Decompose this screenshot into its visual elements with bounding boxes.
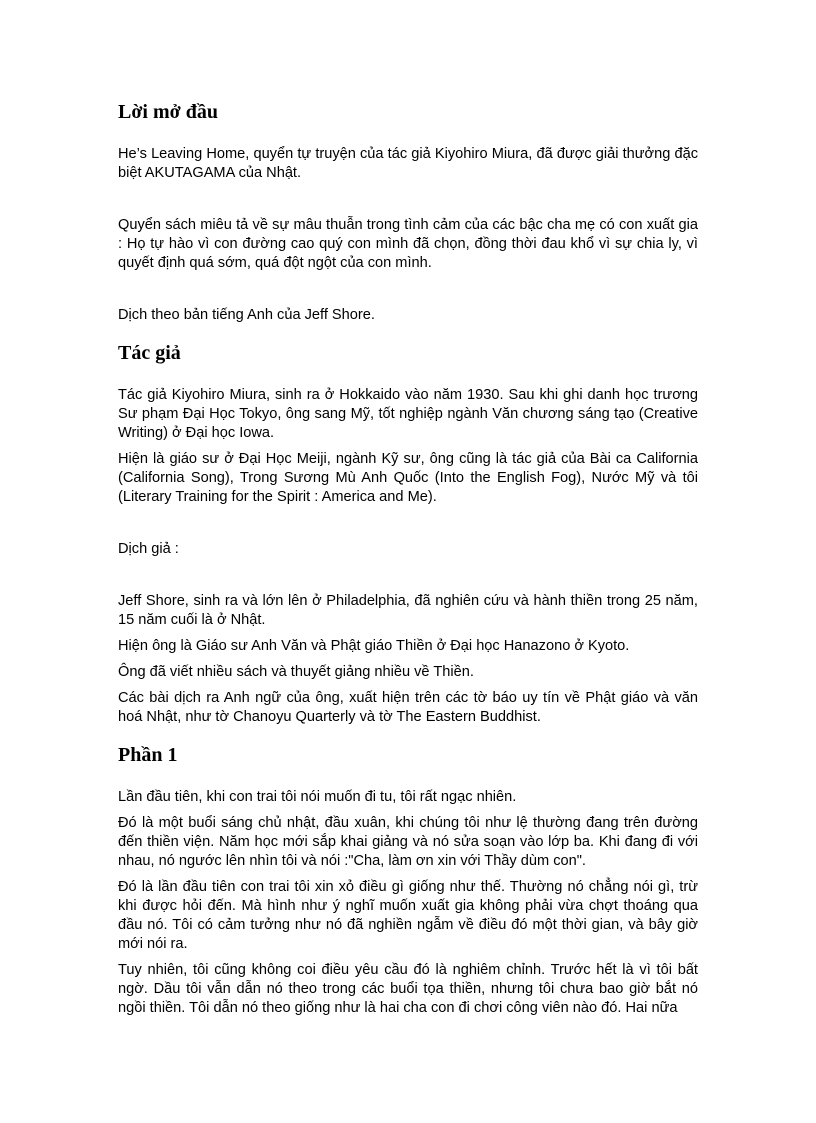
paragraph: He’s Leaving Home, quyển tự truyện của tác giả Kiyohiro Miura, đã được giải thưởng đặc biệt AKUTAGAMA của Nhật.	[118, 146, 698, 181]
paragraph: Dịch theo bản tiếng Anh của Jeff Shore.	[118, 307, 375, 323]
paragraph: Hiện ông là Giáo sư Anh Văn và Phật giáo Thiền ở Đại học Hanazono ở Kyoto.	[118, 638, 630, 654]
paragraph: Quyển sách miêu tả về sự mâu thuẫn trong tình cảm của các bậc cha mẹ có con xuất gia : Họ tự hào vì con đường cao quý con mình đã chọn, đồng thời đau khổ vì sự chia ly, vì quyết định quá sớm, quá đột ngột của con mình.	[118, 217, 698, 271]
heading-phan-1: Phần 1	[118, 744, 178, 766]
paragraph: Các bài dịch ra Anh ngữ của ông, xuất hiện trên các tờ báo uy tín về Phật giáo và văn hoá Nhật, như tờ Chanoyu Quarterly và tờ The Eastern Buddhist.	[118, 690, 698, 725]
paragraph: Tuy nhiên, tôi cũng không coi điều yêu cầu đó là nghiêm chỉnh. Trước hết là vì tôi bất ngờ. Dầu tôi vẫn dẫn nó theo trong các buổi tọa thiền, nhưng tôi chưa bao giờ bắt nó ngồi thiền. Tôi dẫn nó theo giống như là hai cha con đi chơi công viên nào đó. Hai nữa	[118, 962, 698, 1016]
paragraph: Hiện là giáo sư ở Đại Học Meiji, ngành Kỹ sư, ông cũng là tác giả của Bài ca California (California Song), Trong Sương Mù Anh Quốc (Into the English Fog), Nước Mỹ và tôi (Literary Training for the Spirit : America and Me).	[118, 451, 698, 505]
translator-label: Dịch giả :	[118, 541, 179, 557]
page-content	[118, 100, 698, 1018]
heading-loi-mo-dau: Lời mở đầu	[118, 101, 218, 123]
paragraph: Ông đã viết nhiều sách và thuyết giảng nhiều về Thiền.	[118, 664, 474, 680]
paragraph: Lần đầu tiên, khi con trai tôi nói muốn đi tu, tôi rất ngạc nhiên.	[118, 789, 517, 805]
paragraph: Tác giả Kiyohiro Miura, sinh ra ở Hokkaido vào năm 1930. Sau khi ghi danh học trương Sư phạm Đại Học Tokyo, ông sang Mỹ, tốt nghiệp ngành Văn chương sáng tạo (Creative Writing) ở Đại học Iowa.	[118, 387, 698, 441]
paragraph: Đó là lần đầu tiên con trai tôi xin xỏ điều gì giống như thế. Thường nó chẳng nói gì, trừ khi được hỏi đến. Mà hình như ý nghĩ muốn xuất gia không phải vừa chợt thoáng qua đầu nó. Tôi có cảm tưởng như nó đã nghiền ngẫm về điều đó một thời gian, và bây giờ mới nói ra.	[118, 879, 698, 952]
paragraph: Jeff Shore, sinh ra và lớn lên ở Philadelphia, đã nghiên cứu và hành thiền trong 25 năm, 15 năm cuối là ở Nhật.	[118, 593, 698, 628]
paragraph: Đó là một buổi sáng chủ nhật, đầu xuân, khi chúng tôi như lệ thường đang trên đường đến thiền viện. Năm học mới sắp khai giảng và nó sửa soạn vào lớp ba. Khi đang đi với nhau, nó ngước lên nhìn tôi và nói :"Cha, làm ơn xin với Thầy dùm con".	[118, 815, 698, 869]
heading-tac-gia: Tác giả	[118, 342, 181, 364]
